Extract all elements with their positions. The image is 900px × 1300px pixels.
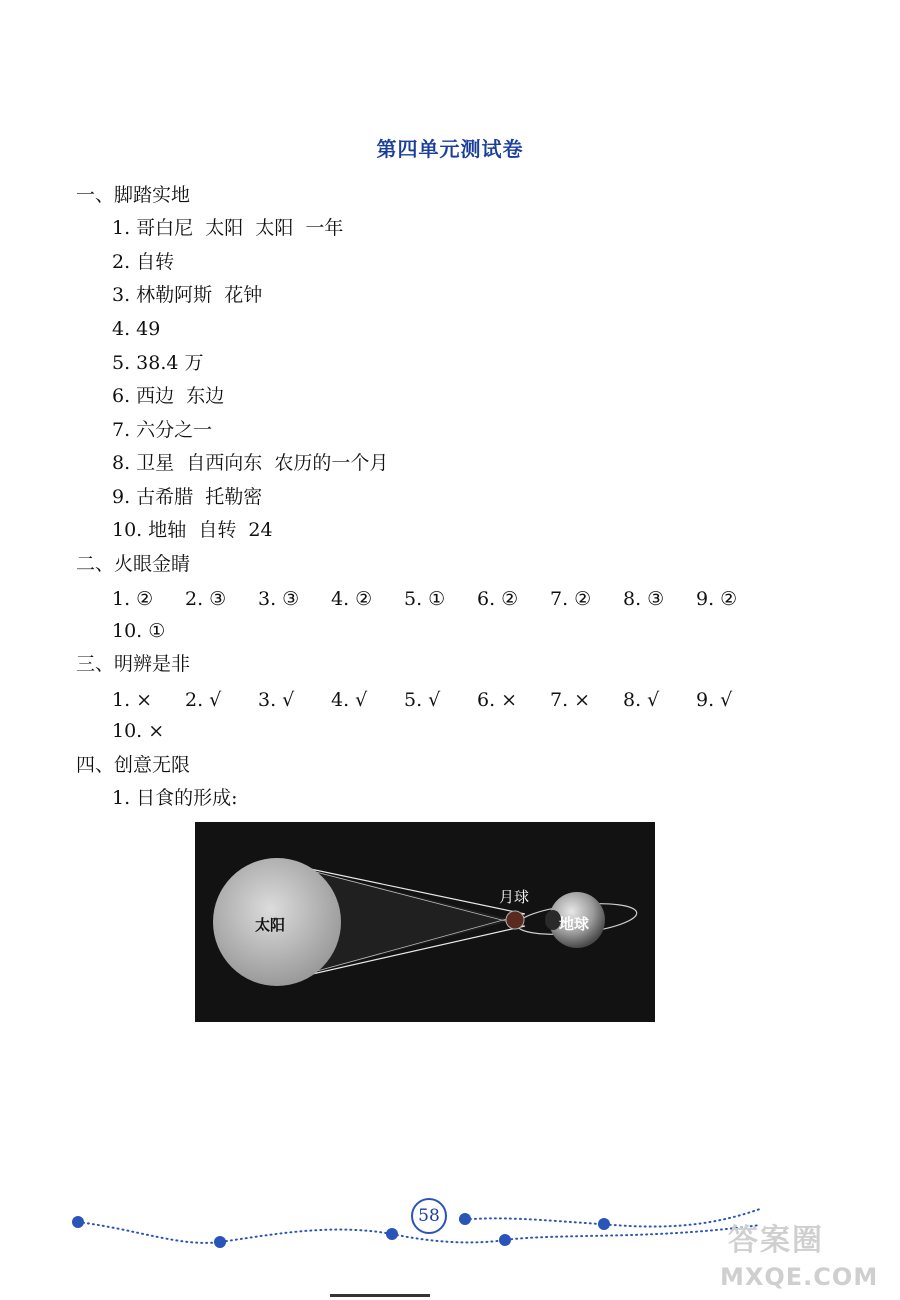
answer-line: 4. 49 (112, 318, 161, 340)
choice-answer: 6. ② (477, 588, 519, 610)
judge-answer: 5. √ (404, 689, 441, 711)
judge-answer: 3. √ (258, 689, 295, 711)
judge-answer: 2. √ (185, 689, 222, 711)
sun-label: 太阳 (255, 916, 286, 934)
judge-answer: 7. × (550, 689, 591, 711)
answer-line: 8. 卫星 自西向东 农历的一个月 (112, 452, 389, 474)
answer-line: 9. 古希腊 托勒密 (112, 486, 263, 508)
judge-answer: 10. × (112, 720, 165, 742)
section-heading-2: 二、火眼金睛 (76, 553, 191, 575)
footer-dot (214, 1236, 226, 1248)
choice-answer: 4. ② (331, 588, 373, 610)
solar-eclipse-figure (195, 822, 655, 1022)
footer-dot (499, 1234, 511, 1246)
footer-dot (72, 1216, 84, 1228)
choice-answer: 5. ① (404, 588, 446, 610)
footer-dot (459, 1213, 471, 1225)
choice-answer: 2. ③ (185, 588, 227, 610)
judge-answer: 4. √ (331, 689, 368, 711)
choice-answer: 8. ③ (623, 588, 665, 610)
choice-answer: 1. ② (112, 588, 154, 610)
answer-line: 6. 西边 东边 (112, 385, 225, 407)
moon-shape (506, 911, 524, 929)
choice-answer-row (112, 588, 772, 612)
watermark-top: 答案圈 (728, 1223, 824, 1258)
page-number: 58 (411, 1198, 447, 1234)
earth-label: 地球 (559, 915, 590, 933)
judge-answer: 9. √ (696, 689, 733, 711)
answer-line: 7. 六分之一 (112, 419, 213, 441)
judge-answer-row (112, 689, 772, 713)
page-title: 第四单元测试卷 (376, 137, 524, 161)
choice-answer: 9. ② (696, 588, 738, 610)
footer-dot (598, 1218, 610, 1230)
judge-answer: 6. × (477, 689, 518, 711)
choice-answer: 10. ① (112, 620, 166, 642)
section-heading-3: 三、明辨是非 (76, 653, 191, 675)
section-heading-4: 四、创意无限 (76, 754, 191, 776)
answer-line: 1. 哥白尼 太阳 太阳 一年 (112, 217, 344, 239)
answer-line: 10. 地轴 自转 24 (112, 519, 273, 541)
judge-answer: 1. × (112, 689, 153, 711)
watermark-bottom: MXQE.COM (720, 1263, 879, 1291)
watermark (720, 1215, 890, 1295)
choice-answer: 3. ③ (258, 588, 300, 610)
judge-answer: 8. √ (623, 689, 660, 711)
moon-label: 月球 (499, 888, 530, 906)
answer-line: 5. 38.4 万 (112, 352, 204, 374)
footer-dot (386, 1228, 398, 1240)
section-heading-1: 一、脚踏实地 (76, 184, 191, 206)
answer-line: 3. 林勒阿斯 花钟 (112, 284, 263, 306)
choice-answer: 7. ② (550, 588, 592, 610)
answer-line: 2. 自转 (112, 251, 175, 273)
scan-edge-mark (330, 1294, 430, 1297)
answer-line: 1. 日食的形成: (112, 787, 238, 809)
